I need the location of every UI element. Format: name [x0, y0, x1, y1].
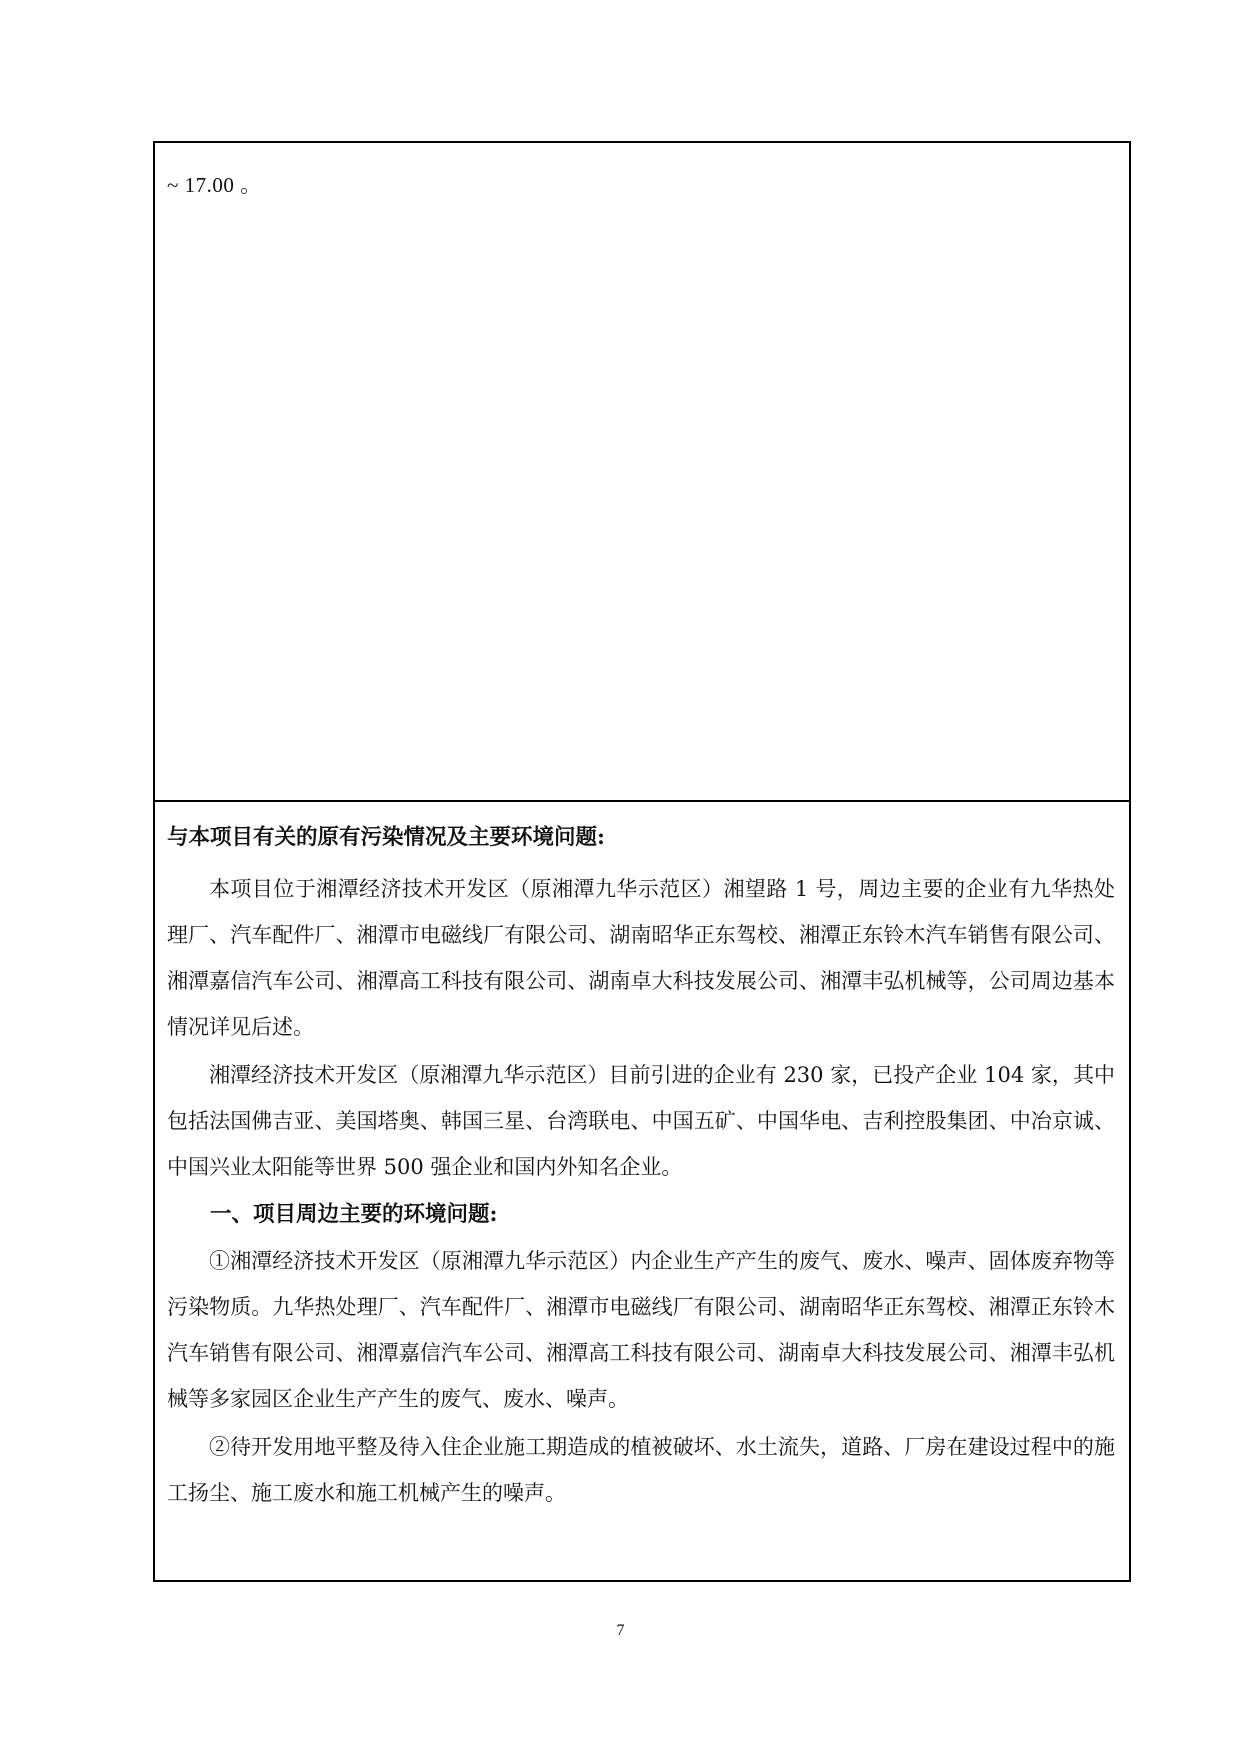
section-heading: 与本项目有关的原有污染情况及主要环境问题:	[167, 825, 605, 850]
subsection-heading: 一、项目周边主要的环境问题:	[210, 1202, 498, 1227]
page-number: 7	[616, 1622, 625, 1639]
content-table	[153, 141, 1131, 1582]
previous-section-cell	[155, 143, 1129, 802]
continuation-text: ~ 17.00 。	[167, 173, 262, 197]
issue-item-1: ①湘潭经济技术开发区（原湘潭九华示范区）内企业生产产生的废气、废水、噪声、固体废弃物等污染物质。九华热处理厂、汽车配件厂、湘潭市电磁线厂有限公司、湖南昭华正东驾校、湘潭正东铃木汽车销售有限公司、湘潭嘉信汽车公司、湘潭高工科技有限公司、湖南卓大科技发展公司、湘潭丰弘机械等多家园区企业生产产生的废气、废水、噪声。	[167, 1249, 1115, 1411]
paragraph-enterprises: 湘潭经济技术开发区（原湘潭九华示范区）目前引进的企业有 230 家，已投产企业 104 家，其中包括法国佛吉亚、美国塔奥、韩国三星、台湾联电、中国五矿、中国华电、吉利控股集团、中冶京诚、中国兴业太阳能等世界 500 强企业和国内外知名企业。	[167, 1063, 1115, 1179]
paragraph-location: 本项目位于湘潭经济技术开发区（原湘潭九华示范区）湘望路 1 号，周边主要的企业有九华热处理厂、汽车配件厂、湘潭市电磁线厂有限公司、湖南昭华正东驾校、湘潭正东铃木汽车销售有限公司、湘潭嘉信汽车公司、湘潭高工科技有限公司、湖南卓大科技发展公司、湘潭丰弘机械等，公司周边基本情况详见后述。	[167, 877, 1115, 1039]
issue-item-2: ②待开发用地平整及待入住企业施工期造成的植被破坏、水土流失，道路、厂房在建设过程中的施工扬尘、施工废水和施工机械产生的噪声。	[167, 1435, 1115, 1505]
pollution-section-cell	[155, 802, 1129, 1580]
